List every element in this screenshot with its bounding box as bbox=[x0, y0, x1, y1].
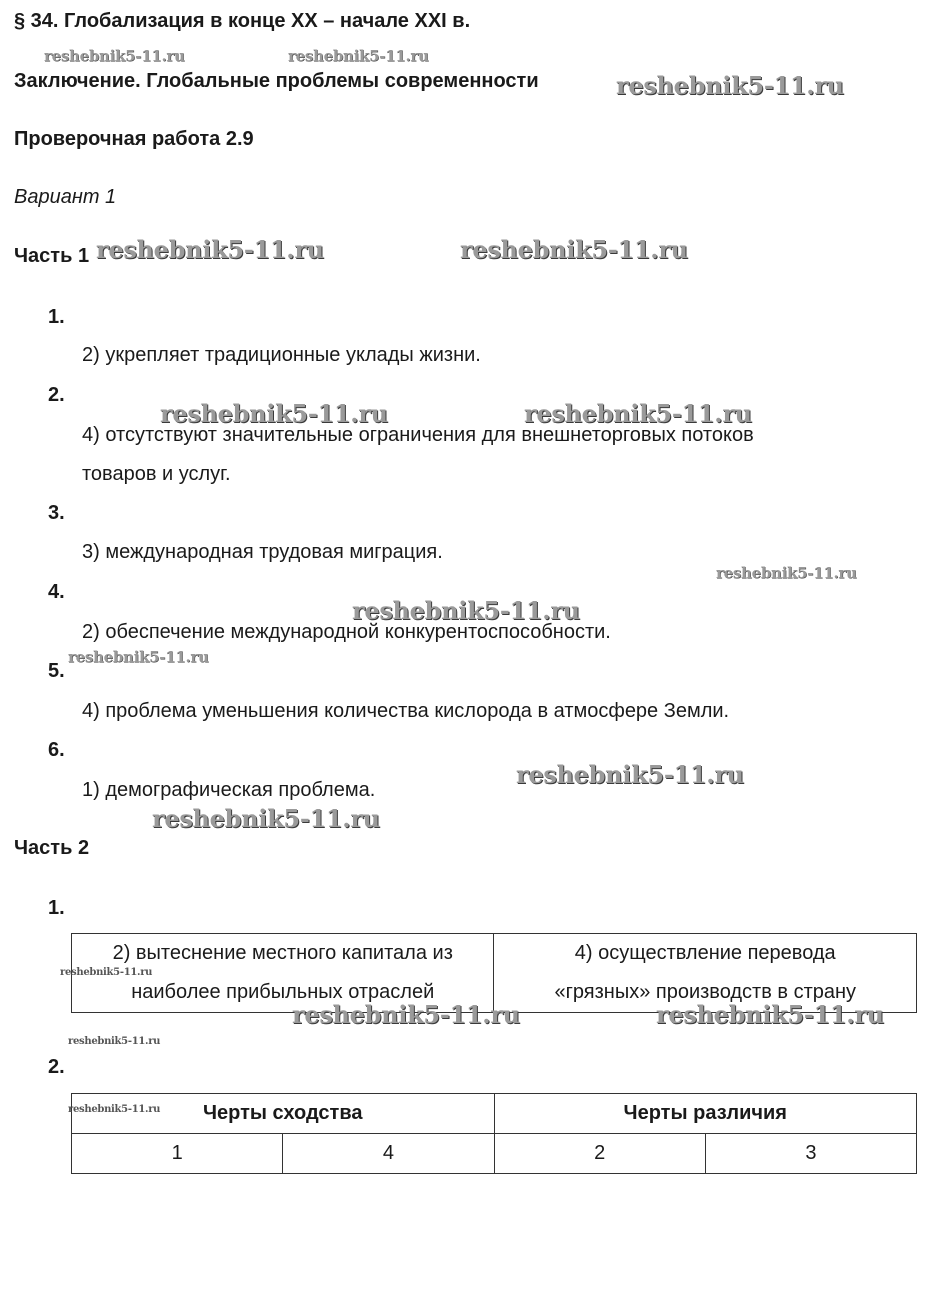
watermark: reshebnik5-11.ru bbox=[96, 235, 324, 264]
table-header-row bbox=[72, 1094, 917, 1134]
part1-title: Часть 1 bbox=[14, 245, 90, 267]
watermark: reshebnik5-11.ru bbox=[524, 399, 752, 428]
watermark: reshebnik5-11.ru bbox=[68, 648, 209, 666]
section-title: § 34. Глобализация в конце XX – начале XXI в. bbox=[14, 10, 471, 32]
question-number: 6. bbox=[48, 739, 65, 761]
watermark: reshebnik5-11.ru bbox=[292, 1000, 520, 1029]
table-row bbox=[72, 1134, 917, 1174]
cell-line: 4) осуществление перевода bbox=[574, 942, 836, 964]
cell-line: «грязных» производств в страну bbox=[554, 981, 857, 1003]
question-number: 2. bbox=[48, 1056, 65, 1078]
cell-line: 2) вытеснение местного капитала из bbox=[112, 942, 453, 964]
answer-text: 4) отсутствуют значительные ограничения для внешнеторговых потоков bbox=[82, 424, 754, 446]
answer-text: 4) проблема уменьшения количества кислорода в атмосфере Земли. bbox=[82, 700, 730, 722]
watermark: reshebnik5-11.ru bbox=[616, 71, 844, 100]
answer-text: 1) демографическая проблема. bbox=[82, 779, 376, 801]
watermark: reshebnik5-11.ru bbox=[152, 804, 380, 833]
question-number: 5. bbox=[48, 660, 65, 682]
question-number: 3. bbox=[48, 502, 65, 524]
work-title: Проверочная работа 2.9 bbox=[14, 128, 254, 150]
watermark: reshebnik5-11.ru bbox=[460, 235, 688, 264]
watermark: reshebnik5-11.ru bbox=[68, 1036, 161, 1047]
answer-table-2 bbox=[71, 1093, 917, 1174]
table-cell: 4 bbox=[283, 1134, 494, 1174]
header-differences: Черты различия bbox=[494, 1094, 917, 1134]
watermark: reshebnik5-11.ru bbox=[160, 399, 388, 428]
table-cell: 2 bbox=[494, 1134, 705, 1174]
watermark: reshebnik5-11.ru bbox=[44, 47, 185, 65]
table-cell: 3 bbox=[705, 1134, 916, 1174]
table-cell: 1 bbox=[72, 1134, 283, 1174]
watermark: reshebnik5-11.ru bbox=[516, 760, 744, 789]
part2-title: Часть 2 bbox=[14, 837, 90, 859]
question-number: 2. bbox=[48, 384, 65, 406]
watermark: reshebnik5-11.ru bbox=[288, 47, 429, 65]
watermark: reshebnik5-11.ru bbox=[60, 967, 153, 978]
watermark: reshebnik5-11.ru bbox=[656, 1000, 884, 1029]
watermark: reshebnik5-11.ru bbox=[68, 1104, 161, 1115]
question-number: 1. bbox=[48, 306, 65, 328]
answer-text: 3) международная трудовая миграция. bbox=[82, 541, 443, 563]
answer-text: товаров и услуг. bbox=[82, 463, 231, 485]
answer-text: 2) обеспечение международной конкурентоспособности. bbox=[82, 621, 611, 643]
watermark: reshebnik5-11.ru bbox=[716, 564, 857, 582]
watermark: reshebnik5-11.ru bbox=[352, 596, 580, 625]
variant-label: Вариант 1 bbox=[14, 186, 117, 208]
subtitle: Заключение. Глобальные проблемы современности bbox=[14, 70, 539, 92]
question-number: 4. bbox=[48, 581, 65, 603]
answer-text: 2) укрепляет традиционные уклады жизни. bbox=[82, 344, 481, 366]
cell-line: наиболее прибыльных отраслей bbox=[131, 981, 435, 1003]
question-number: 1. bbox=[48, 897, 65, 919]
header-similarities: Черты сходства bbox=[72, 1094, 495, 1134]
